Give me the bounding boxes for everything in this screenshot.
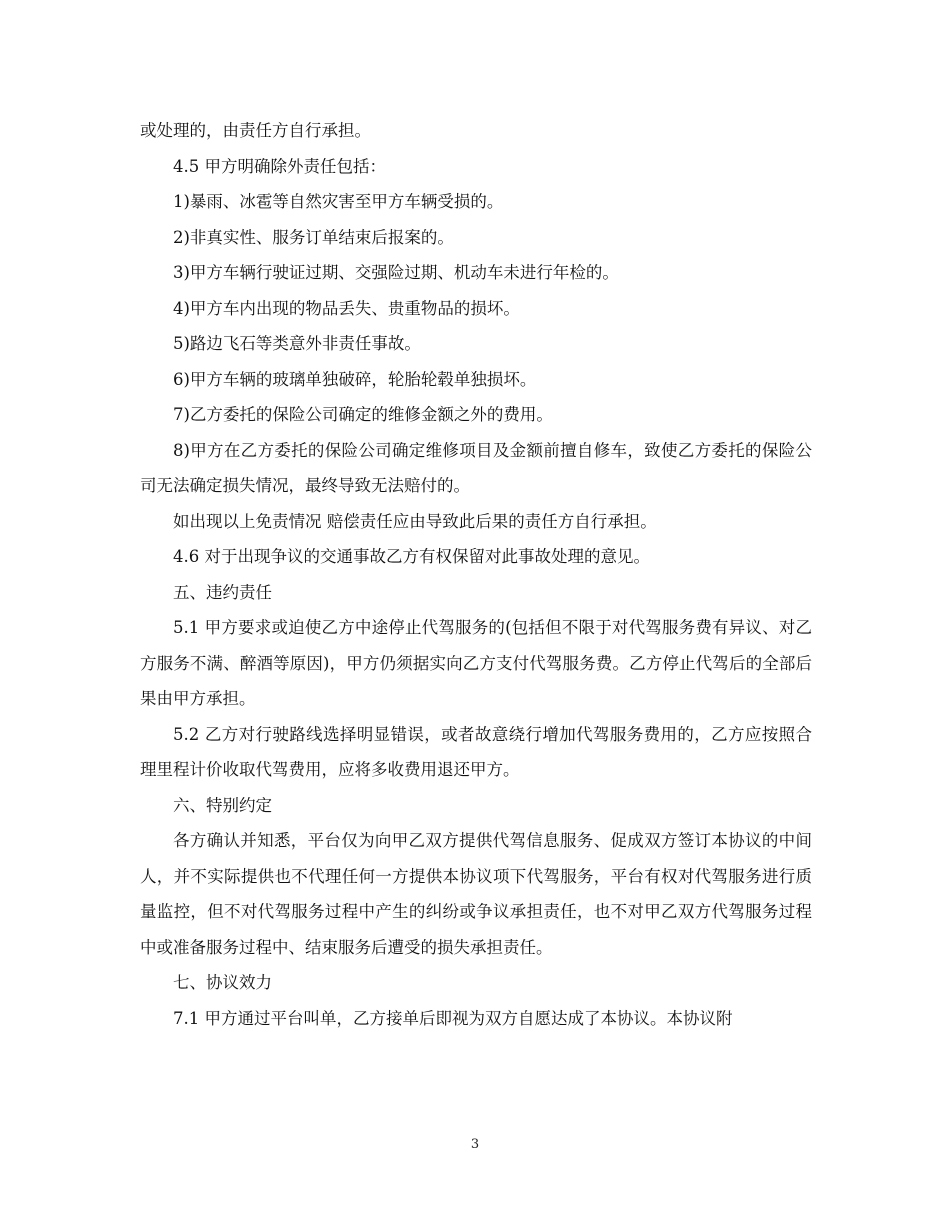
paragraph: 六、特别约定 [173, 795, 272, 815]
paragraph: 各方确认并知悉，平台仅为向甲乙双方提供代驾信息服务、促成双方签订本协议的中间人，并不实际提供也不代理任何一方提供本协议项下代驾服务，平台有权对代驾服务进行质量监控，但不对代驾服务过程中产生的纠纷或争议承担责任，也不对甲乙双方代驾服务过程中或准备服务过程中、结束服务后遭受的损失承担责任。 [140, 831, 812, 957]
paragraph: 七、协议效力 [173, 973, 272, 992]
paragraph: 2)非真实性、服务订单结束后报案的。 [173, 227, 454, 247]
paragraph: 5.2 乙方对行驶路线选择明显错误，或者故意绕行增加代驾服务费用的，乙方应按照合理里程计价收取代驾费用，应将多收费用退还甲方。 [140, 724, 812, 779]
paragraph: 或处理的，由责任方自行承担。 [140, 121, 371, 140]
paragraph: 4.6 对于出现争议的交通事故乙方有权保留对此事故处理的意见。 [173, 547, 650, 566]
paragraph: 7.1 甲方通过平台叫单，乙方接单后即视为双方自愿达成了本协议。本协议附 [173, 1008, 733, 1028]
document-body [140, 113, 812, 1036]
paragraph: 5.1 甲方要求或迫使乙方中途停止代驾服务的(包括但不限于对代驾服务费有异议、对乙方服务不满、醉酒等原因)，甲方仍须据实向乙方支付代驾服务费。乙方停止代驾后的全部后果由甲方承担。 [140, 618, 812, 708]
paragraph: 7)乙方委托的保险公司确定的维修金额之外的费用。 [173, 405, 553, 424]
paragraph: 8)甲方在乙方委托的保险公司确定维修项目及金额前擅自修车，致使乙方委托的保险公司无法确定损失情况，最终导致无法赔付的。 [140, 440, 812, 495]
paragraph: 如出现以上免责情况 赔偿责任应由导致此后果的责任方自行承担。 [173, 511, 657, 531]
paragraph: 4)甲方车内出现的物品丢失、贵重物品的损坏。 [173, 298, 520, 318]
paragraph: 6)甲方车辆的玻璃单独破碎，轮胎轮毂单独损坏。 [173, 369, 537, 389]
paragraph: 4.5 甲方明确除外责任包括： [173, 156, 386, 176]
page-number: 3 [470, 1137, 480, 1152]
paragraph: 3)甲方车辆行驶证过期、交强险过期、机动车未进行年检的。 [173, 263, 619, 282]
paragraph: 五、违约责任 [173, 582, 272, 602]
paragraph: 5)路边飞石等类意外非责任事故。 [173, 334, 421, 353]
paragraph: 1)暴雨、冰雹等自然灾害至甲方车辆受损的。 [173, 192, 504, 211]
